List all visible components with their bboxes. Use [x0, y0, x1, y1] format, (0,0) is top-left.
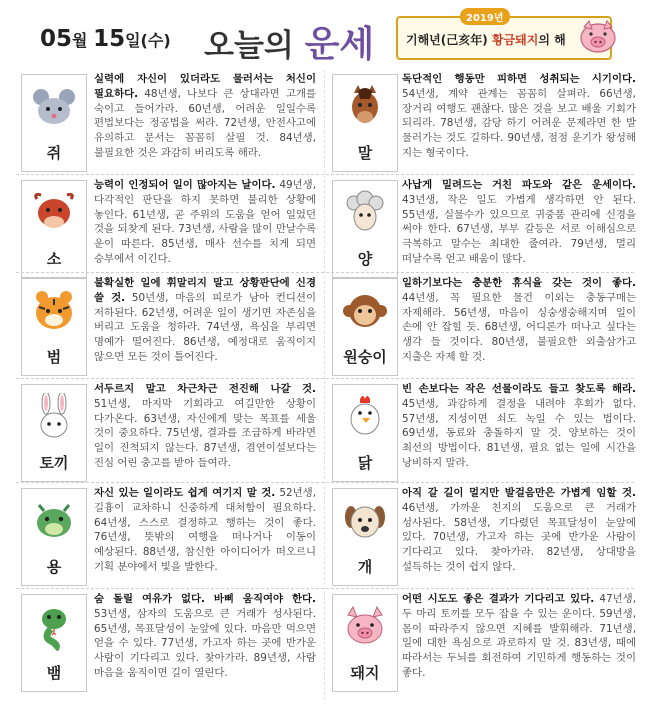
dog-icon	[340, 497, 390, 545]
horoscope-headline: 불확실한 일에 휘말리지 말고 상황판단에 신경 쓸 것.	[94, 277, 316, 304]
horoscope-body: 47년생, 두 마리 토끼를 모두 잡을 수 있는 운이다. 59년생, 몸이 따라주지 않으면 지혜를 발휘해라. 71년생, 일에 대한 욕심으로 과로하지 말 것. 83년생, 때에 따라서는 두뇌를 회전하여 기민하게 행동하는 것이 좋다.	[402, 593, 636, 679]
snake-icon	[29, 603, 79, 651]
zodiac-icon-box	[21, 594, 87, 692]
tiger-icon	[29, 287, 79, 335]
horoscope-cell-3	[326, 174, 649, 272]
date-heading	[40, 26, 171, 52]
horoscope-cell-9	[326, 482, 649, 588]
horoscope-cell-2	[0, 174, 324, 272]
zodiac-icon-box	[21, 278, 87, 376]
horoscope-headline: 어떤 시도도 좋은 결과가 기다리고 있다.	[402, 593, 595, 605]
zodiac-icon-box	[21, 384, 87, 482]
zodiac-name: 용	[46, 558, 62, 576]
zodiac-name: 쥐	[46, 144, 62, 162]
dragon-icon	[29, 497, 79, 545]
zodiac-icon-box	[21, 488, 87, 586]
horoscope-cell-11	[326, 588, 649, 700]
chicken-icon	[340, 393, 390, 441]
horoscope-text	[402, 592, 636, 681]
horoscope-text	[94, 276, 316, 365]
horoscope-headline: 독단적인 행동만 피하면 성취되는 시기이다.	[402, 73, 636, 85]
horoscope-headline: 일하기보다는 충분한 휴식을 갖는 것이 좋다.	[402, 277, 636, 289]
year-text-gold: 황금돼지	[491, 33, 539, 47]
horoscope-text	[94, 592, 316, 681]
horoscope-cell-6	[0, 378, 324, 482]
horoscope-text	[94, 382, 316, 471]
year-text-2: 의 해	[538, 33, 566, 47]
zodiac-name: 뱀	[46, 664, 62, 682]
horoscope-body: 43년생, 작은 일도 가볍게 생각하면 안 된다. 55년생, 실물수가 있으므로 귀중품 관리에 신경을 써야 한다. 67년생, 부부 갈등은 서로 이해심으로 극복하고 말수는 최대한 줄여라. 79년생, 멀리 떠날수록 얻고 배움이 많다.	[402, 193, 636, 265]
zodiac-name: 소	[46, 250, 62, 268]
horoscope-row	[0, 68, 649, 174]
month-number: 05	[40, 26, 73, 52]
horoscope-text	[94, 486, 316, 575]
zodiac-icon-box	[332, 74, 398, 172]
title-prefix: 오늘의	[204, 28, 294, 64]
horoscope-headline: 사납게 밀려드는 거친 파도와 같은 운세이다.	[402, 179, 636, 191]
zodiac-name: 말	[357, 144, 373, 162]
month-suffix: 월	[72, 31, 88, 50]
weekday: (수)	[140, 31, 171, 50]
page-title	[204, 16, 374, 67]
zodiac-icon-box	[332, 278, 398, 376]
zodiac-icon-box	[332, 488, 398, 586]
zodiac-name: 돼지	[350, 664, 380, 682]
zodiac-icon-box	[332, 384, 398, 482]
year-banner-text	[406, 31, 566, 48]
horoscope-body: 54년생, 계약 관계는 꼼꼼히 살펴라. 66년생, 장거리 여행도 괜찮다. 많은 것을 보고 배울 기회가 되리라. 78년생, 감당 하기 어려운 문제라면 한 발 물러가는 것도 길하다. 90년생, 점점 운기가 왕성해 지는 형국이다.	[402, 87, 636, 159]
zodiac-name: 양	[357, 250, 373, 268]
horoscope-headline: 아직 갈 길이 멀지만 발걸음만은 가볍게 임할 것.	[402, 487, 636, 499]
zodiac-name: 개	[357, 558, 373, 576]
horoscope-cell-1	[326, 68, 649, 174]
zodiac-name: 닭	[357, 454, 373, 472]
zodiac-icon-box	[332, 594, 398, 692]
horoscope-body: 53년생, 삼자의 도움으로 큰 거래가 성사된다. 65년생, 목표달성이 눈앞에 있다. 마음만 먹으면 얻을 수 있다. 77년생, 가고자 하는 곳에 반가운 사람이 기다리고 있다. 찾아가라. 89년생, 사람 마음을 움직이면 길이 열린다.	[94, 607, 316, 679]
cow-icon	[29, 189, 79, 237]
horoscope-body: 51년생, 마지막 기회라고 여길만한 상황이 다가온다. 63년생, 자신에게 맞는 목표를 세울 것이 중요하다. 75년생, 결과를 조급하게 바라면 일이 진척되지 않는다. 87년생, 겸연이설보다는 진심 어린 충고를 받아 들여라.	[94, 397, 316, 469]
horoscope-body: 50년생, 마음의 피로가 남아 컨디션이 저하된다. 62년생, 어려운 일이 생기면 자존심을 버리고 도움을 청하라. 74년생, 욕심을 부리면 명예가 떨어진다. 86년생, 예정대로 움직이지 않으면 모든 것이 틀어진다.	[94, 291, 317, 363]
horoscope-body: 48년생, 나보다 큰 상대라면 고개를 숙이고 들어가라. 60년생, 어려운 일일수록 편법보다는 정공법을 써라. 72년생, 안전사고에 유의하고 문서는 꼼꼼히 살필 것. 84년생, 불필요한 것은 과감히 버리도록 해라.	[94, 87, 316, 159]
horoscope-body: 46년생, 가까운 친지의 도움으로 큰 거래가 성사된다. 58년생, 기다렸던 목표달성이 눈앞에 있다. 70년생, 가고자 하는 곳에 반가운 사람이 기다리고 있다. 찾아가라. 82년생, 상대방을 설득하는 것이 쉽지 않다.	[402, 501, 636, 573]
day-number: 15	[93, 26, 126, 52]
horoscope-headline: 능력이 인정되어 일이 많아지는 날이다.	[94, 179, 276, 191]
day-suffix: 일	[125, 31, 141, 50]
pig-icon	[578, 18, 618, 56]
horoscope-body: 49년생, 다각적인 판단을 하지 못하면 불리한 상황에 놓인다. 61년생, 곧 주위의 도움을 얻어 일었던 것을 되찾게 된다. 73년생, 사람을 많이 만날수록 운이 따른다. 85년생, 매사 선수를 치게 되면 승부에서 이긴다.	[94, 179, 317, 265]
pig-icon	[340, 603, 390, 651]
horoscope-cell-0	[0, 68, 324, 174]
sheep-icon	[340, 189, 390, 237]
zodiac-icon-box	[21, 74, 87, 172]
horoscope-headline: 숨 돌릴 여유가 없다. 바삐 움직여야 한다.	[94, 593, 316, 605]
horoscope-row	[0, 378, 649, 482]
zodiac-name: 범	[46, 348, 62, 366]
horse-icon	[340, 83, 390, 131]
horoscope-cell-8	[0, 482, 324, 588]
horoscope-headline: 서두르지 말고 차근차근 전진해 나갈 것.	[94, 383, 316, 395]
zodiac-icon-box	[21, 180, 87, 278]
horoscope-row	[0, 272, 649, 378]
horoscope-text	[94, 72, 316, 161]
horoscope-text	[402, 72, 636, 161]
horoscope-cell-5	[326, 272, 649, 378]
year-badge: 2019년	[460, 8, 510, 25]
monkey-icon	[340, 287, 390, 335]
header	[0, 0, 649, 66]
zodiac-name: 원숭이	[343, 348, 387, 366]
horoscope-text	[402, 276, 636, 365]
horoscope-cell-10	[0, 588, 324, 700]
horoscope-body: 44년생, 꼭 필요한 물건 이외는 충동구매는 자제해라. 56년생, 마음이 싱숭생숭해지며 일이 손에 안 잡힐 듯. 68년생, 어디론가 떠나고 싶다는 생각 들 것이다. 80년생, 불필요한 외출삼가고 지출은 자제 할 것.	[402, 291, 636, 363]
horoscope-cell-4	[0, 272, 324, 378]
horoscope-headline: 자신 있는 일이라도 쉽게 여기지 말 것.	[94, 487, 276, 499]
horoscope-text	[402, 486, 636, 575]
rat-icon	[29, 83, 79, 131]
horoscope-headline: 빈 손보다는 작은 선물이라도 들고 찾도록 해라.	[402, 383, 636, 395]
horoscope-row	[0, 482, 649, 588]
year-text-1: 기해년(己亥年)	[406, 33, 488, 47]
horoscope-body: 45년생, 과감하게 결정을 내려야 후회가 없다. 57년생, 지성이면 쇠도 녹일 수 있는 법이다. 69년생, 동료와 충돌하지 말 것. 양보하는 것이 최선의 방법이다. 81년생, 필요 없는 일에 시간을 낭비하지 말라.	[402, 397, 636, 469]
rabbit-icon	[29, 393, 79, 441]
zodiac-name: 토끼	[39, 454, 69, 472]
horoscope-text	[402, 382, 636, 471]
horoscope-row	[0, 174, 649, 272]
horoscope-cell-7	[326, 378, 649, 482]
horoscope-text	[94, 178, 316, 267]
horoscope-text	[402, 178, 636, 267]
horoscope-headline: 실력에 자신이 있더라도 물러서는 처신이 필요하다.	[94, 73, 316, 100]
horoscope-row	[0, 588, 649, 700]
zodiac-icon-box	[332, 180, 398, 278]
horoscope-body: 52년생, 길흉이 교차하니 신중하게 대처함이 필요하다. 64년생, 스스로 결정하고 행하는 것이 좋다. 76년생, 뜻밖의 여행을 떠나거나 이동이 예상된다. 88년생, 참신한 아이디어가 떠오르니 기획 분야에서 빛을 발한다.	[94, 487, 316, 573]
title-accent: 운세	[304, 24, 375, 65]
